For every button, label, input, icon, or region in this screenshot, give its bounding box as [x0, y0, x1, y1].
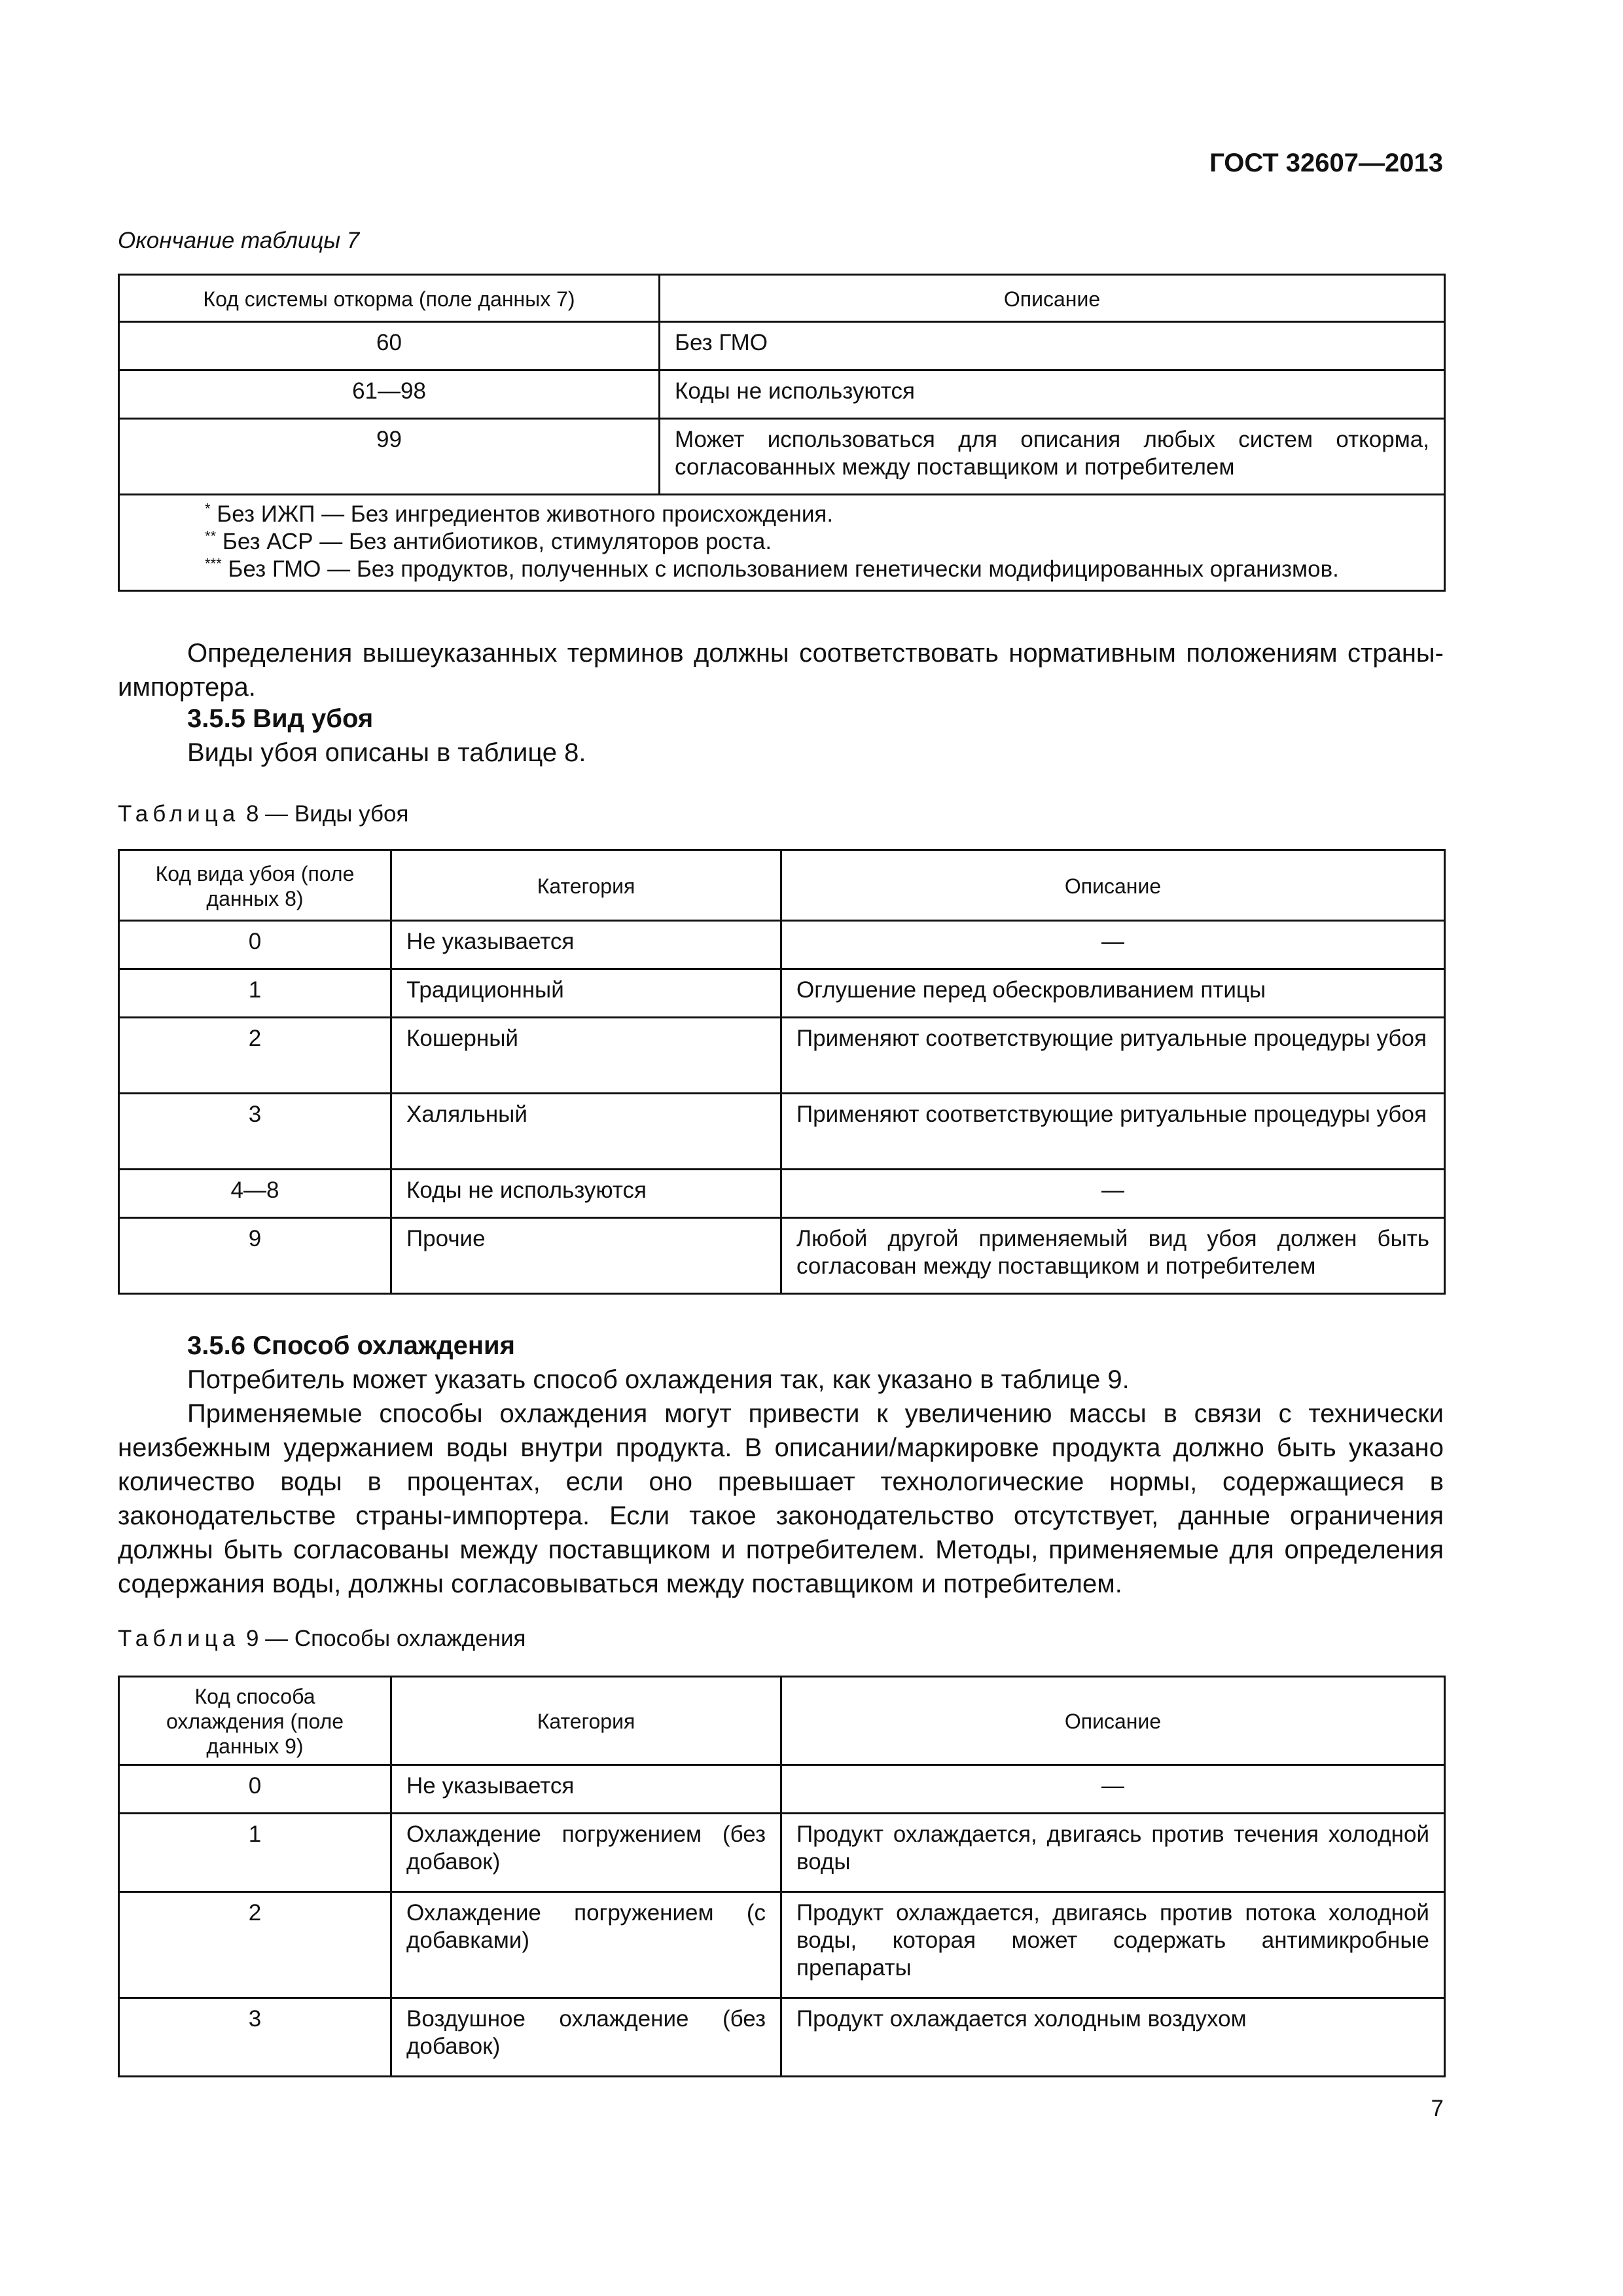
table8-cell-category: Кошерный [391, 1018, 781, 1094]
section-356-paragraph: Применяемые способы охлаждения могут привести к увеличению массы в связи с технически неизбежным удержанием воды внутри продукта. В описании/маркировке продукта должно быть указано количество воды в процентах, если оно превышает технологические нормы, содержащиеся в законодательстве страны-импортера. Если такое законодательство отсутствует, данные ограничения должны быть согласованы между поставщиком и потребителем. Методы, применяемые для определения содержания воды, должны согласовываться между поставщиком и потребителем. [118, 1399, 1444, 1598]
table7-cell-code: 61—98 [119, 370, 660, 419]
table9-cell-code: 2 [119, 1892, 391, 1998]
table9-cell-category: Охлаждение погружением (с добавками) [391, 1892, 781, 1998]
footnote: * Без ИЖП — Без ингредиентов животного происхождения. [205, 500, 834, 527]
table8-cell-desc: Любой другой применяемый вид убоя должен быть согласован между поставщиком и потребителем [781, 1218, 1445, 1294]
table7-cell-code: 99 [119, 419, 660, 495]
table8-cell-category: Прочие [391, 1218, 781, 1294]
table7-header-code: Код системы откорма (поле данных 7) [119, 275, 660, 322]
document-code: ГОСТ 32607—2013 [1209, 149, 1443, 177]
table9-caption: Таблица 9 — Способы охлаждения [118, 1626, 526, 1651]
paragraph-definitions: Определения вышеуказанных терминов должны соответствовать нормативным положениям страны-импортера. [118, 639, 1444, 702]
table9-cell-desc: Продукт охлаждается, двигаясь против потока холодной воды, которая может содержать антимикробные препараты [781, 1892, 1445, 1998]
table7-cell-code: 60 [119, 322, 660, 370]
table8-cell-desc: Применяют соответствующие ритуальные процедуры убоя [781, 1094, 1445, 1170]
table9-cell-code: 1 [119, 1814, 391, 1892]
table8 [118, 849, 1446, 1295]
table9-cell-desc: Продукт охлаждается, двигаясь против течения холодной воды [781, 1814, 1445, 1892]
section-355-text: Виды убоя описаны в таблице 8. [187, 738, 586, 767]
table9-header-code: Код способа охлаждения (поле данных 9) [119, 1677, 391, 1765]
table9-cell-code: 3 [119, 1998, 391, 2077]
table9-cell-code: 0 [119, 1765, 391, 1814]
table8-header-code: Код вида убоя (поле данных 8) [119, 850, 391, 921]
table8-cell-code: 4—8 [119, 1170, 391, 1218]
table9 [118, 1676, 1446, 2077]
table8-cell-desc: — [781, 921, 1445, 969]
table8-cell-category: Коды не используются [391, 1170, 781, 1218]
table8-cell-code: 1 [119, 969, 391, 1018]
table7-caption: Окончание таблицы 7 [118, 228, 360, 253]
table8-cell-category: Халяльный [391, 1094, 781, 1170]
table8-cell-code: 0 [119, 921, 391, 969]
table8-cell-code: 2 [119, 1018, 391, 1094]
table9-header-category: Категория [391, 1677, 781, 1765]
table9-cell-category: Воздушное охлаждение (без добавок) [391, 1998, 781, 2077]
table8-caption: Таблица 8 — Виды убоя [118, 801, 409, 827]
table8-cell-code: 9 [119, 1218, 391, 1294]
table9-cell-desc: — [781, 1765, 1445, 1814]
table9-cell-desc: Продукт охлаждается холодным воздухом [781, 1998, 1445, 2077]
section-356-heading: 3.5.6 Способ охлаждения [187, 1331, 515, 1360]
section-355-heading: 3.5.5 Вид убоя [187, 704, 374, 733]
table7 [118, 274, 1446, 592]
section-356-line: Потребитель может указать способ охлаждения так, как указано в таблице 9. [187, 1365, 1130, 1394]
table8-cell-desc: Оглушение перед обескровливанием птицы [781, 969, 1445, 1018]
table8-cell-category: Традиционный [391, 969, 781, 1018]
table9-header-desc: Описание [781, 1677, 1445, 1765]
table9-cell-category: Охлаждение погружением (без добавок) [391, 1814, 781, 1892]
table8-cell-desc: Применяют соответствующие ритуальные процедуры убоя [781, 1018, 1445, 1094]
footnote: ** Без АСР — Без антибиотиков, стимуляторов роста. [205, 528, 772, 554]
footnote: *** Без ГМО — Без продуктов, полученных с использованием генетически модифицированных организмов. [205, 555, 1339, 582]
table8-cell-category: Не указывается [391, 921, 781, 969]
table9-cell-category: Не указывается [391, 1765, 781, 1814]
page-number: 7 [1431, 2096, 1444, 2121]
table7-footnotes [119, 495, 1445, 591]
table7-cell-desc: Может использоваться для описания любых систем откорма, согласованных между поставщиком и потребителем [660, 419, 1445, 495]
table7-cell-desc: Без ГМО [660, 322, 1445, 370]
table8-cell-code: 3 [119, 1094, 391, 1170]
table8-cell-desc: — [781, 1170, 1445, 1218]
table7-header-desc: Описание [660, 275, 1445, 322]
table8-header-category: Категория [391, 850, 781, 921]
table7-cell-desc: Коды не используются [660, 370, 1445, 419]
table8-header-desc: Описание [781, 850, 1445, 921]
